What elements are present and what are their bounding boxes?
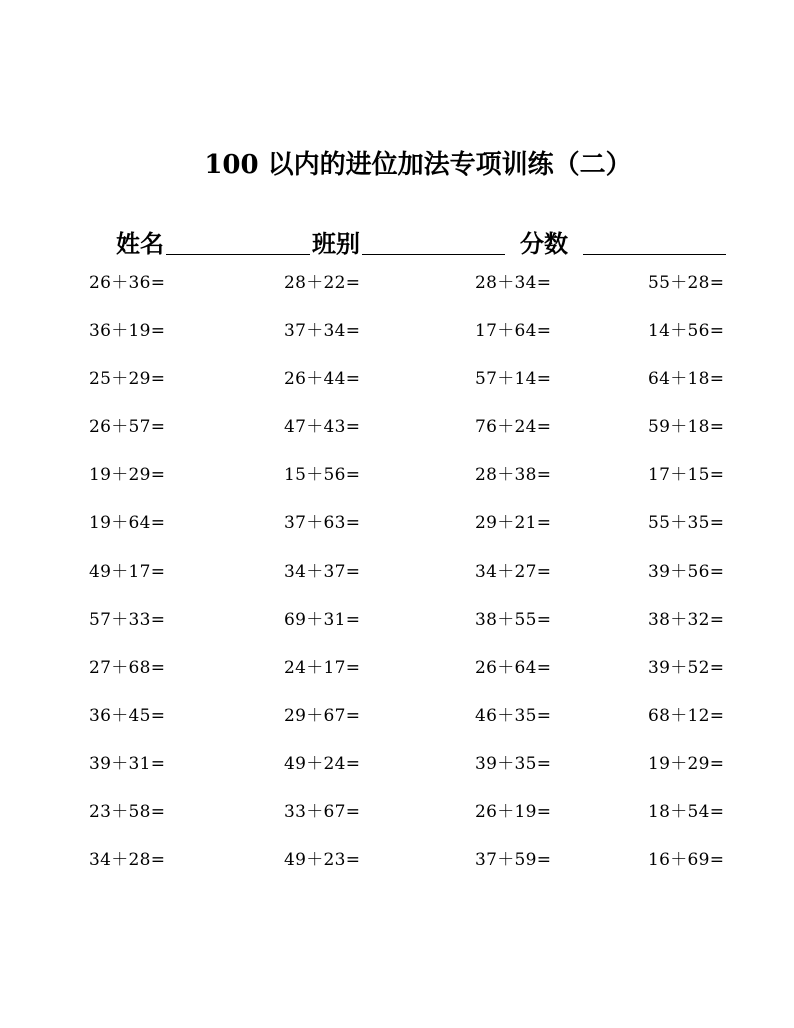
problem-item: 18＋54= (648, 802, 725, 823)
problem-item: 16＋69= (648, 850, 725, 871)
problem-item: 28＋38= (475, 465, 552, 486)
problem-item: 69＋31= (284, 609, 361, 630)
problem-row (0, 845, 794, 893)
problem-item: 33＋67= (284, 802, 361, 823)
problem-grid (0, 268, 794, 893)
problem-row (0, 412, 794, 460)
problem-item: 55＋28= (648, 273, 725, 293)
problem-item: 39＋31= (89, 753, 166, 774)
problem-item: 39＋52= (648, 657, 725, 678)
problem-row (0, 701, 794, 749)
problem-item: 39＋35= (475, 753, 552, 774)
problem-item: 57＋33= (89, 609, 166, 630)
problem-item: 34＋28= (89, 850, 166, 871)
student-info-row (0, 224, 794, 260)
problem-item: 19＋64= (89, 513, 166, 534)
problem-item: 24＋17= (284, 657, 361, 678)
problem-item: 57＋14= (475, 369, 552, 390)
name-blank-line[interactable] (166, 254, 310, 255)
name-label: 姓名 (116, 229, 164, 258)
problem-item: 49＋23= (284, 850, 361, 871)
problem-item: 39＋56= (648, 561, 725, 582)
problem-item: 28＋22= (284, 273, 361, 293)
problem-item: 17＋15= (648, 465, 725, 486)
problem-row (0, 364, 794, 412)
problem-item: 64＋18= (648, 369, 725, 390)
problem-item: 27＋68= (89, 657, 166, 678)
problem-item: 37＋59= (475, 850, 552, 871)
problem-item: 76＋24= (475, 417, 552, 438)
problem-row (0, 653, 794, 701)
score-blank-line[interactable] (583, 254, 726, 255)
problem-item: 28＋34= (475, 273, 552, 293)
problem-row (0, 797, 794, 845)
problem-item: 59＋18= (648, 417, 725, 438)
problem-item: 23＋58= (89, 802, 166, 823)
problem-item: 17＋64= (475, 321, 552, 342)
problem-row (0, 557, 794, 605)
problem-row (0, 316, 794, 364)
problem-item: 26＋57= (89, 417, 166, 438)
worksheet-title: 100 以内的进位加法专项训练（二） (204, 150, 632, 180)
score-label: 分数 (520, 229, 568, 258)
problem-item: 49＋17= (89, 561, 166, 582)
problem-item: 46＋35= (475, 705, 552, 726)
problem-item: 34＋27= (475, 561, 552, 582)
problem-item: 36＋19= (89, 321, 166, 342)
problem-item: 68＋12= (648, 705, 725, 726)
problem-row (0, 460, 794, 508)
problem-row (0, 268, 794, 316)
problem-item: 19＋29= (89, 465, 166, 486)
problem-item: 15＋56= (284, 465, 361, 486)
problem-item: 26＋64= (475, 657, 552, 678)
problem-item: 36＋45= (89, 705, 166, 726)
problem-item: 55＋35= (648, 513, 725, 534)
problem-item: 25＋29= (89, 369, 166, 390)
problem-item: 37＋34= (284, 321, 361, 342)
problem-row (0, 749, 794, 797)
problem-item: 49＋24= (284, 753, 361, 774)
problem-item: 47＋43= (284, 417, 361, 438)
problem-item: 29＋67= (284, 705, 361, 726)
problem-item: 14＋56= (648, 321, 725, 342)
class-label: 班别 (312, 229, 360, 258)
problem-item: 38＋55= (475, 609, 552, 630)
problem-item: 26＋36= (89, 273, 166, 293)
problem-item: 29＋21= (475, 513, 552, 534)
problem-item: 26＋44= (284, 369, 361, 390)
problem-item: 26＋19= (475, 802, 552, 823)
problem-row (0, 508, 794, 556)
problem-row (0, 605, 794, 653)
class-blank-line[interactable] (362, 254, 505, 255)
problem-item: 38＋32= (648, 609, 725, 630)
problem-item: 19＋29= (648, 753, 725, 774)
problem-item: 37＋63= (284, 513, 361, 534)
problem-item: 34＋37= (284, 561, 361, 582)
